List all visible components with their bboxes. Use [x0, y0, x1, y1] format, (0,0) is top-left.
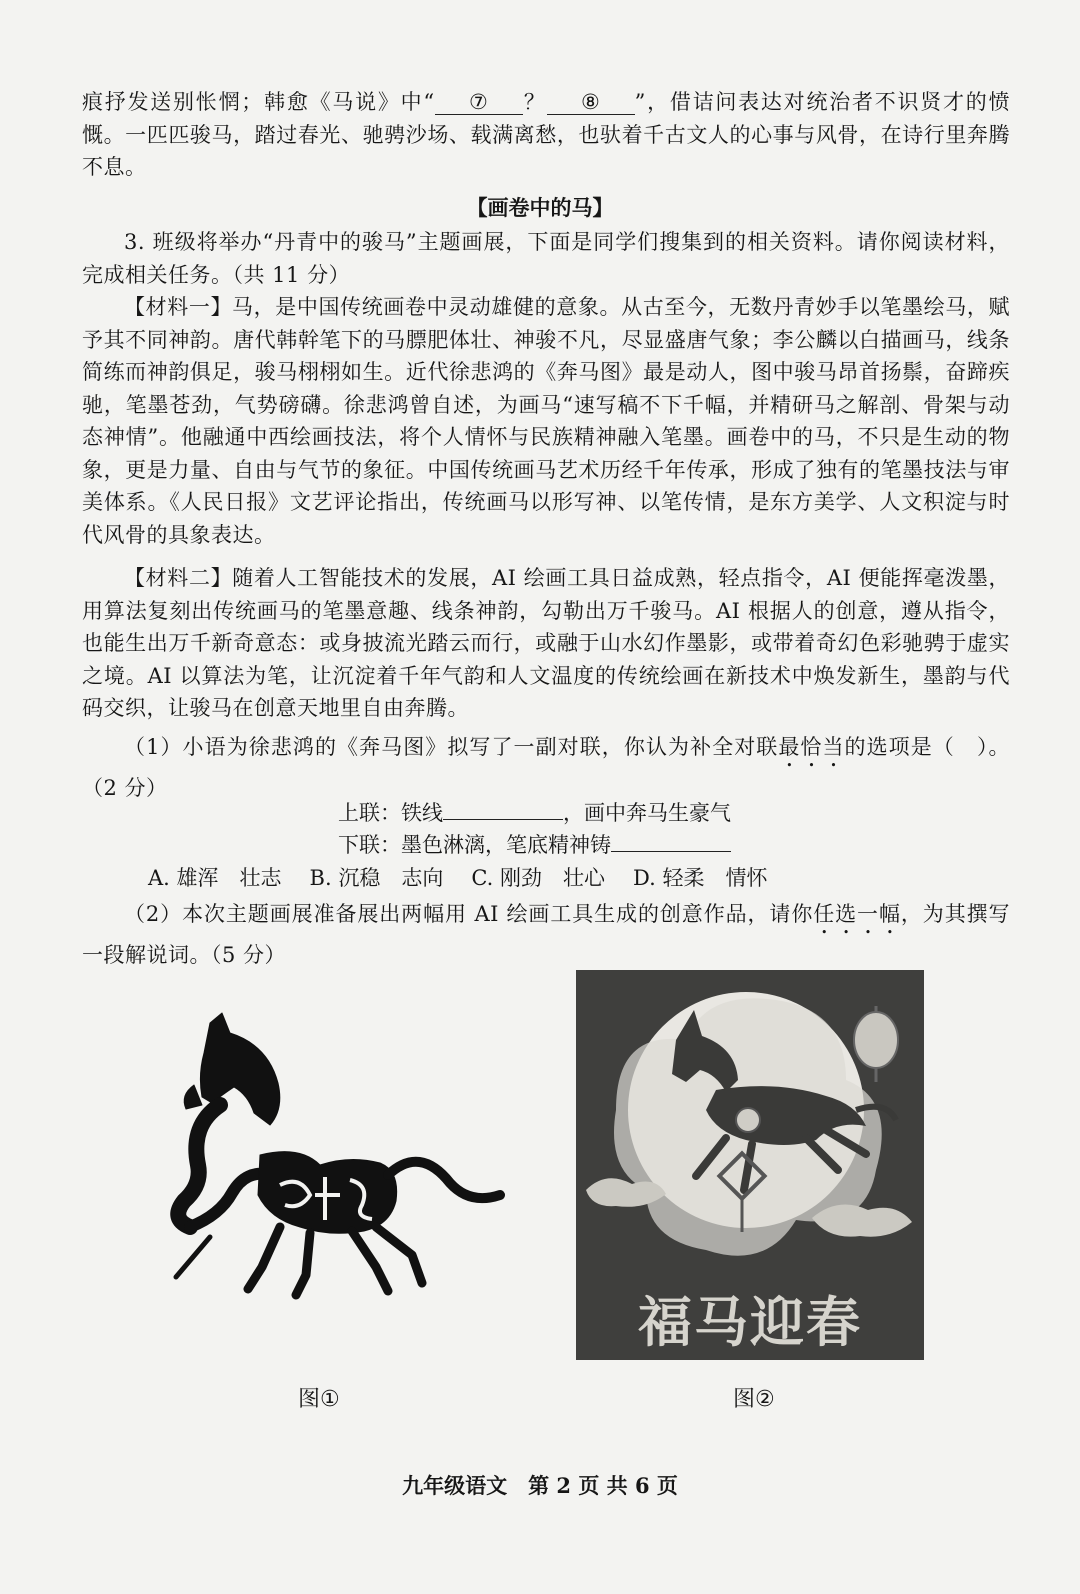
- caption-figure-2: 图②: [733, 1387, 775, 1412]
- poster-title: 福马迎春: [638, 1290, 862, 1354]
- couplet-upper: [338, 797, 731, 827]
- couplet-lower-blank: [611, 851, 731, 852]
- figure-2-poster: [576, 970, 924, 1360]
- couplet-upper-blank: [443, 819, 563, 820]
- blank-7: ⑦: [435, 90, 523, 115]
- caption-figure-1: 图①: [298, 1387, 340, 1412]
- sub-question-2: [82, 898, 1010, 972]
- q1-text-tail: 的选项是（ ）。（2 分）: [82, 735, 1011, 800]
- material-1: 【材料一】马，是中国传统画卷中灵动雄健的意象。从古至今，无数丹青妙手以笔墨绘马，赋予其不同神韵。唐代韩幹笔下的马膘肥体壮、神骏不凡，尽显盛唐气象；李公麟以白描画马，线条简练而神韵俱足，骏马栩栩如生。近代徐悲鸿的《奔马图》最是动人，图中骏马昂首扬鬃，奋蹄疾驰，笔墨苍劲，气势磅礴。徐悲鸿曾自述，为画马“速写稿不下千幅，并精研马之解剖、骨架与动态神情”。他融通中西绘画技法，将个人情怀与民族精神融入笔墨。画卷中的马，不只是生动的物象，更是力量、自由与气节的象征。中国传统画马艺术历经千年传承，形成了独有的笔墨技法与审美体系。《人民日报》文艺评论指出，传统画马以形写神、以笔传情，是东方美学、人文积淀与时代风骨的具象表达。: [82, 295, 1010, 547]
- question-mark: ？: [522, 90, 547, 114]
- answer-options: [148, 862, 795, 892]
- page-footer: 九年级语文 第 2 页 共 6 页: [402, 1473, 678, 1498]
- couplet-lower-head: 下联：墨色淋漓，笔底精神铸: [338, 833, 611, 857]
- couplet-lower: [338, 829, 731, 859]
- figure-1-calligraphy-horse: [150, 1005, 520, 1305]
- intro-paragraph: [82, 86, 1010, 184]
- material-2: 【材料二】随着人工智能技术的发展，AI 绘画工具日益成熟，轻点指令，AI 便能挥毫泼墨，用算法复刻出传统画马的笔墨意趣、线条神韵，勾勒出万千骏马。AI 根据人的创意，遵从指令，也能生出万千新奇意态：或身披流光踏云而行，或融于山水幻作墨影，或带着奇幻色彩驰骋于虚实之境。AI 以算法为笔，让沉淀着千年气韵和人文温度的传统绘画在新技术中焕发新生，墨韵与代码交织，让骏马在创意天地里自由奔腾。: [82, 566, 1010, 720]
- question-3: 3. 班级将举办“丹青中的骏马”主题画展，下面是同学们搜集到的相关资料。请你阅读材料，完成相关任务。（共 11 分）: [82, 230, 1010, 287]
- option-d: D. 轻柔 情怀: [633, 866, 768, 890]
- q2-text: （2）本次主题画展准备展出两幅用 AI 绘画工具生成的创意作品，请你: [124, 902, 814, 926]
- section-heading: 【画卷中的马】: [466, 196, 614, 220]
- blank-8: ⑧: [547, 90, 635, 115]
- q1-text: （1）小语为徐悲鸿的《奔马图》拟写了一副对联，你认为补全对联: [124, 735, 779, 759]
- option-a: A. 雄浑 壮志: [148, 866, 282, 890]
- intro-text-tail: ”，借诘问表达对统治者不识贤才的愤慨。一匹匹骏马，踏过春光、驰骋沙场、载满离愁，也驮着千古文人的心事与风骨，在诗行里奔腾不息。: [82, 90, 1011, 179]
- q1-emphasis: 最恰当: [778, 735, 845, 759]
- q2-text-tail: ，为其撰写一段解说词。（5 分）: [82, 902, 1011, 967]
- q2-emphasis: 任选一幅: [813, 902, 901, 926]
- sub-question-1: [82, 731, 1010, 805]
- intro-text: 痕抒发送别怅惘；韩愈《马说》中“: [82, 90, 435, 114]
- couplet-upper-tail: ，画中奔马生豪气: [563, 801, 731, 825]
- couplet-upper-head: 上联：铁线: [338, 801, 443, 825]
- option-c: C. 刚劲 壮心: [471, 866, 605, 890]
- option-b: B. 沉稳 志向: [309, 866, 444, 890]
